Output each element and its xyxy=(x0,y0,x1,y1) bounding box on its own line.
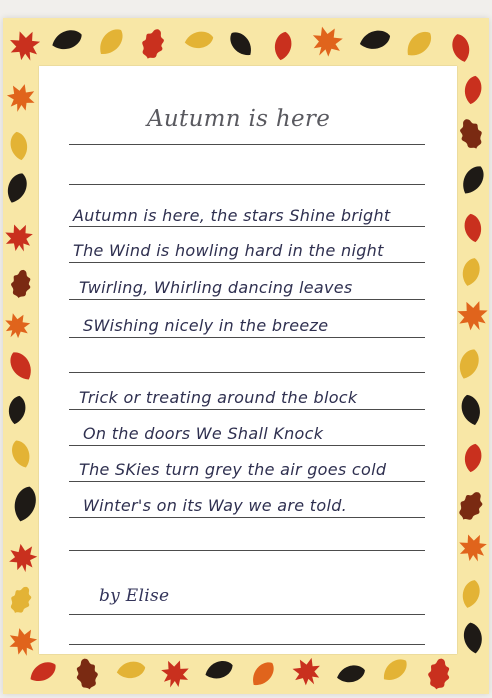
ruled-line xyxy=(69,409,425,410)
ruled-line xyxy=(69,184,425,185)
poem-author: by Elise xyxy=(99,586,170,606)
poem-sheet xyxy=(3,18,489,694)
ruled-line xyxy=(69,144,425,145)
ruled-line xyxy=(69,644,425,645)
ruled-line xyxy=(69,481,425,482)
poem-line: Trick or treating around the block xyxy=(79,388,358,407)
ruled-line xyxy=(69,517,425,518)
ruled-line xyxy=(69,372,425,373)
poem-line: Twirling, Whirling dancing leaves xyxy=(79,278,353,297)
poem-line: On the doors We Shall Knock xyxy=(83,424,324,443)
ruled-line xyxy=(69,299,425,300)
poem-line: Winter's on its Way we are told. xyxy=(83,496,348,515)
writing-area xyxy=(39,66,457,654)
ruled-line xyxy=(69,337,425,338)
poem-line: The Wind is howling hard in the night xyxy=(73,241,384,260)
ruled-line xyxy=(69,445,425,446)
poem-line: Autumn is here, the stars Shine bright xyxy=(73,206,391,225)
ruled-line xyxy=(69,226,425,227)
poem-line: SWishing nicely in the breeze xyxy=(83,316,329,335)
ruled-line xyxy=(69,262,425,263)
ruled-line xyxy=(69,550,425,551)
poem-line: The SKies turn grey the air goes cold xyxy=(79,460,387,479)
ruled-line xyxy=(69,614,425,615)
poem-title: Autumn is here xyxy=(147,106,331,132)
